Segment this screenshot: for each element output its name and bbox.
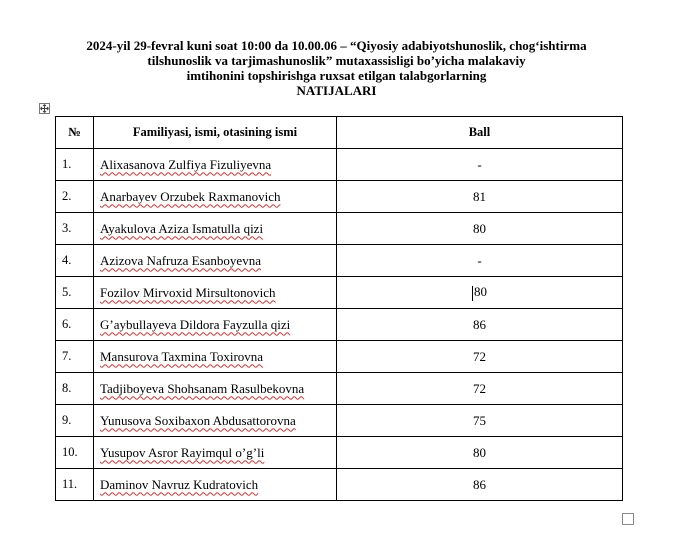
header-num: № bbox=[56, 117, 94, 149]
row-name: Ayakulova Aziza Ismatulla qizi bbox=[100, 220, 264, 236]
heading-line-2: tilshunoslik va tarjimashunoslik” mutaxassisligi bo’yicha malakaviy bbox=[147, 53, 526, 68]
row-ball: 72 bbox=[337, 373, 623, 405]
table-row bbox=[56, 181, 623, 213]
row-name: Fozilov Mirvoxid Mirsultonovich bbox=[100, 284, 276, 300]
table-move-icon[interactable] bbox=[39, 103, 50, 114]
table-row bbox=[56, 405, 623, 437]
heading-line-1: 2024-yil 29-fevral kuni soat 10:00 da 10.00.06 – “Qiyosiy adabiyotshunoslik, chog‘ishtirma bbox=[86, 38, 587, 53]
table-row bbox=[56, 149, 623, 181]
document-heading bbox=[20, 38, 653, 98]
row-num: 11. bbox=[56, 469, 94, 501]
row-num: 3. bbox=[56, 213, 94, 245]
row-num: 8. bbox=[56, 373, 94, 405]
row-name: Alixasanova Zulfiya Fizuliyevna bbox=[100, 156, 272, 172]
row-ball: 80 bbox=[337, 437, 623, 469]
row-name: Tadjiboyeva Shohsanam Rasulbekovna bbox=[100, 380, 305, 396]
row-ball: 75 bbox=[337, 405, 623, 437]
table-row bbox=[56, 277, 623, 309]
row-ball: 72 bbox=[337, 341, 623, 373]
row-ball: - bbox=[337, 149, 623, 181]
row-num: 1. bbox=[56, 149, 94, 181]
row-name: Anarbayev Orzubek Raxmanovich bbox=[100, 188, 281, 204]
table-row bbox=[56, 373, 623, 405]
text-cursor bbox=[472, 286, 473, 301]
header-name: Familiyasi, ismi, otasining ismi bbox=[94, 117, 337, 149]
table-row bbox=[56, 213, 623, 245]
row-ball: 86 bbox=[337, 309, 623, 341]
row-num: 5. bbox=[56, 277, 94, 309]
row-name: Yusupov Asror Rayimqul o’g’li bbox=[100, 444, 265, 460]
table-row bbox=[56, 341, 623, 373]
row-ball: 81 bbox=[337, 181, 623, 213]
results-table bbox=[55, 116, 623, 501]
row-name: G’aybullayeva Dildora Fayzulla qizi bbox=[100, 316, 291, 332]
table-row bbox=[56, 437, 623, 469]
row-name: Mansurova Taxmina Toxirovna bbox=[100, 348, 264, 364]
row-num: 7. bbox=[56, 341, 94, 373]
table-row bbox=[56, 309, 623, 341]
row-ball: 80 bbox=[474, 284, 487, 300]
row-num: 6. bbox=[56, 309, 94, 341]
table-resize-handle[interactable] bbox=[622, 513, 634, 525]
row-name: Daminov Navruz Kudratovich bbox=[100, 476, 259, 492]
row-num: 9. bbox=[56, 405, 94, 437]
row-name: Azizova Nafruza Esanboyevna bbox=[100, 252, 261, 268]
row-ball: - bbox=[337, 245, 623, 277]
row-num: 10. bbox=[56, 437, 94, 469]
row-num: 2. bbox=[56, 181, 94, 213]
table-row bbox=[56, 469, 623, 501]
heading-line-4: NATIJALARI bbox=[296, 83, 377, 98]
header-ball: Ball bbox=[337, 117, 623, 149]
row-ball: 80 bbox=[337, 213, 623, 245]
row-name: Yunusova Soxibaxon Abdusattorovna bbox=[100, 412, 296, 428]
row-num: 4. bbox=[56, 245, 94, 277]
table-header-row bbox=[56, 117, 623, 149]
table-row bbox=[56, 245, 623, 277]
heading-line-3: imtihonini topshirishga ruxsat etilgan talabgorlarning bbox=[186, 68, 487, 83]
row-ball: 86 bbox=[337, 469, 623, 501]
